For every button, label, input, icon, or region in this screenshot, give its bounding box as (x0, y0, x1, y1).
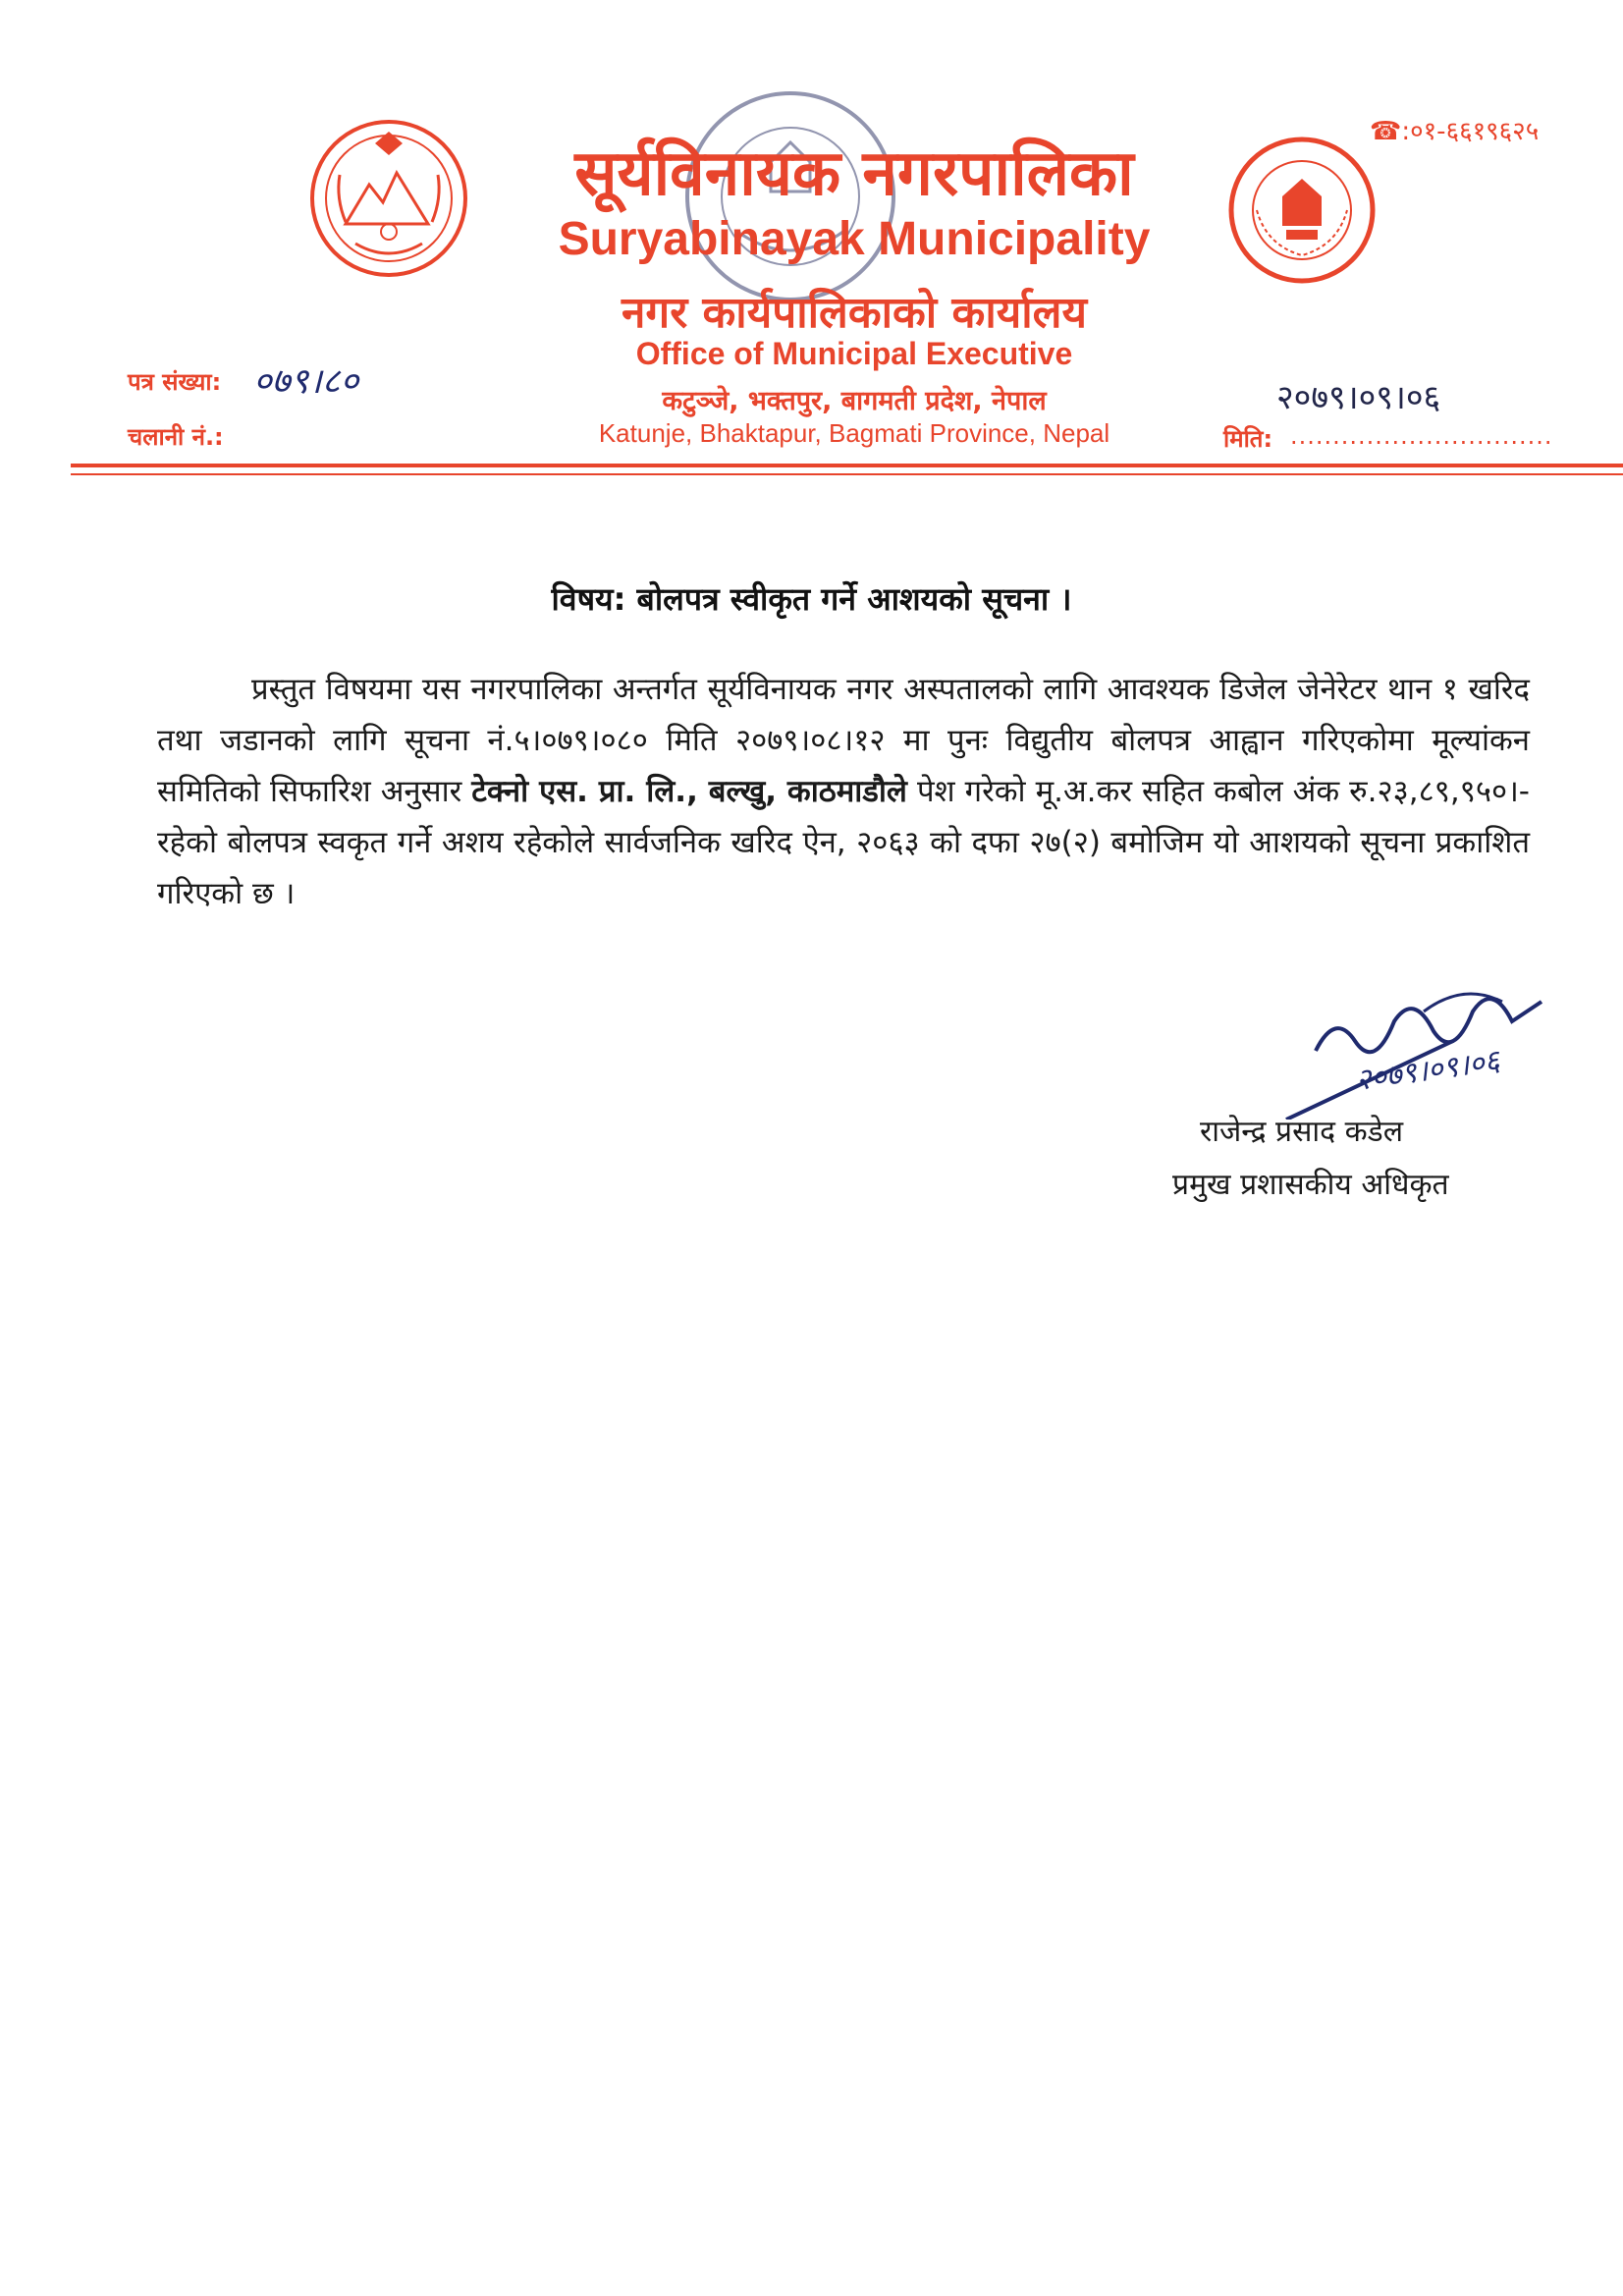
handwritten-signature (1276, 972, 1571, 1120)
municipality-title-english: Suryabinayak Municipality (558, 213, 1151, 265)
letter-number-value: ०७९।८० (253, 361, 359, 402)
phone-number: ☎:०१-६६१९६२५ (1370, 117, 1540, 146)
signature-date: २०७९।०९।०६ (1353, 1043, 1502, 1099)
vendor-name: टेक्नो एस. प्रा. लि., बल्खु, काठमाडौले (471, 774, 907, 809)
office-name-english: Office of Municipal Executive (635, 336, 1073, 371)
letter-number-label: पत्र संख्या: (128, 368, 222, 396)
header-divider (71, 464, 1623, 467)
nepal-emblem-logo (306, 116, 471, 281)
signatory-name: राजेन्द्र प्रसाद कडेल (1200, 1115, 1404, 1149)
dispatch-number-label: चलानी नं.: (128, 423, 224, 451)
letter-subject: विषय: बोलपत्र स्वीकृत गर्ने आशयको सूचना । (551, 580, 1072, 618)
municipality-seal-logo (1227, 136, 1377, 285)
address-english: Katunje, Bhaktapur, Bagmati Province, Nepal (598, 418, 1110, 448)
municipality-title-nepali: सूर्यविनायक नगरपालिका (574, 137, 1134, 210)
body-text-part1: प्रस्तुत विषयमा यस नगरपालिका अन्तर्गत सूर्यविनायक नगर अस्पतालको लागि आवश्यक डिजेल जेनेरेटर थान १ खरिद तथा जडानको लागि सूचना नं.५।०७९।०८० मिति २०७९।०८।१२ मा पुनः विद्युतीय बोलपत्र आह्वान गरिएकोमा मूल्यांकन समितिको सिफारिश अनुसार (157, 672, 1530, 809)
date-dotted-line: ............................... (1290, 422, 1553, 450)
signatory-title: प्रमुख प्रशासकीय अधिकृत (1172, 1168, 1449, 1202)
letter-date-value: २०७९।०९।०६ (1276, 378, 1441, 417)
body-text-part2: पेश गरेको मू.अ.कर सहित कबोल अंक रु.२३,८९,९५०।- रहेको बोलपत्र स्वकृत गर्ने अशय रहेकोले सार्वजनिक खरिद ऐन, २०६३ को दफा २७(२) बमोजिम यो आशयको सूचना प्रकाशित गरिएको छ । (157, 774, 1530, 911)
letter-body (157, 664, 1530, 919)
address-nepali: कटुञ्जे, भक्तपुर, बागमती प्रदेश, नेपाल (662, 386, 1047, 416)
date-label: मिति: (1223, 425, 1273, 453)
header-divider-thin (71, 473, 1623, 475)
office-name-nepali: नगर कार्यपालिकाको कार्यालय (622, 288, 1087, 338)
